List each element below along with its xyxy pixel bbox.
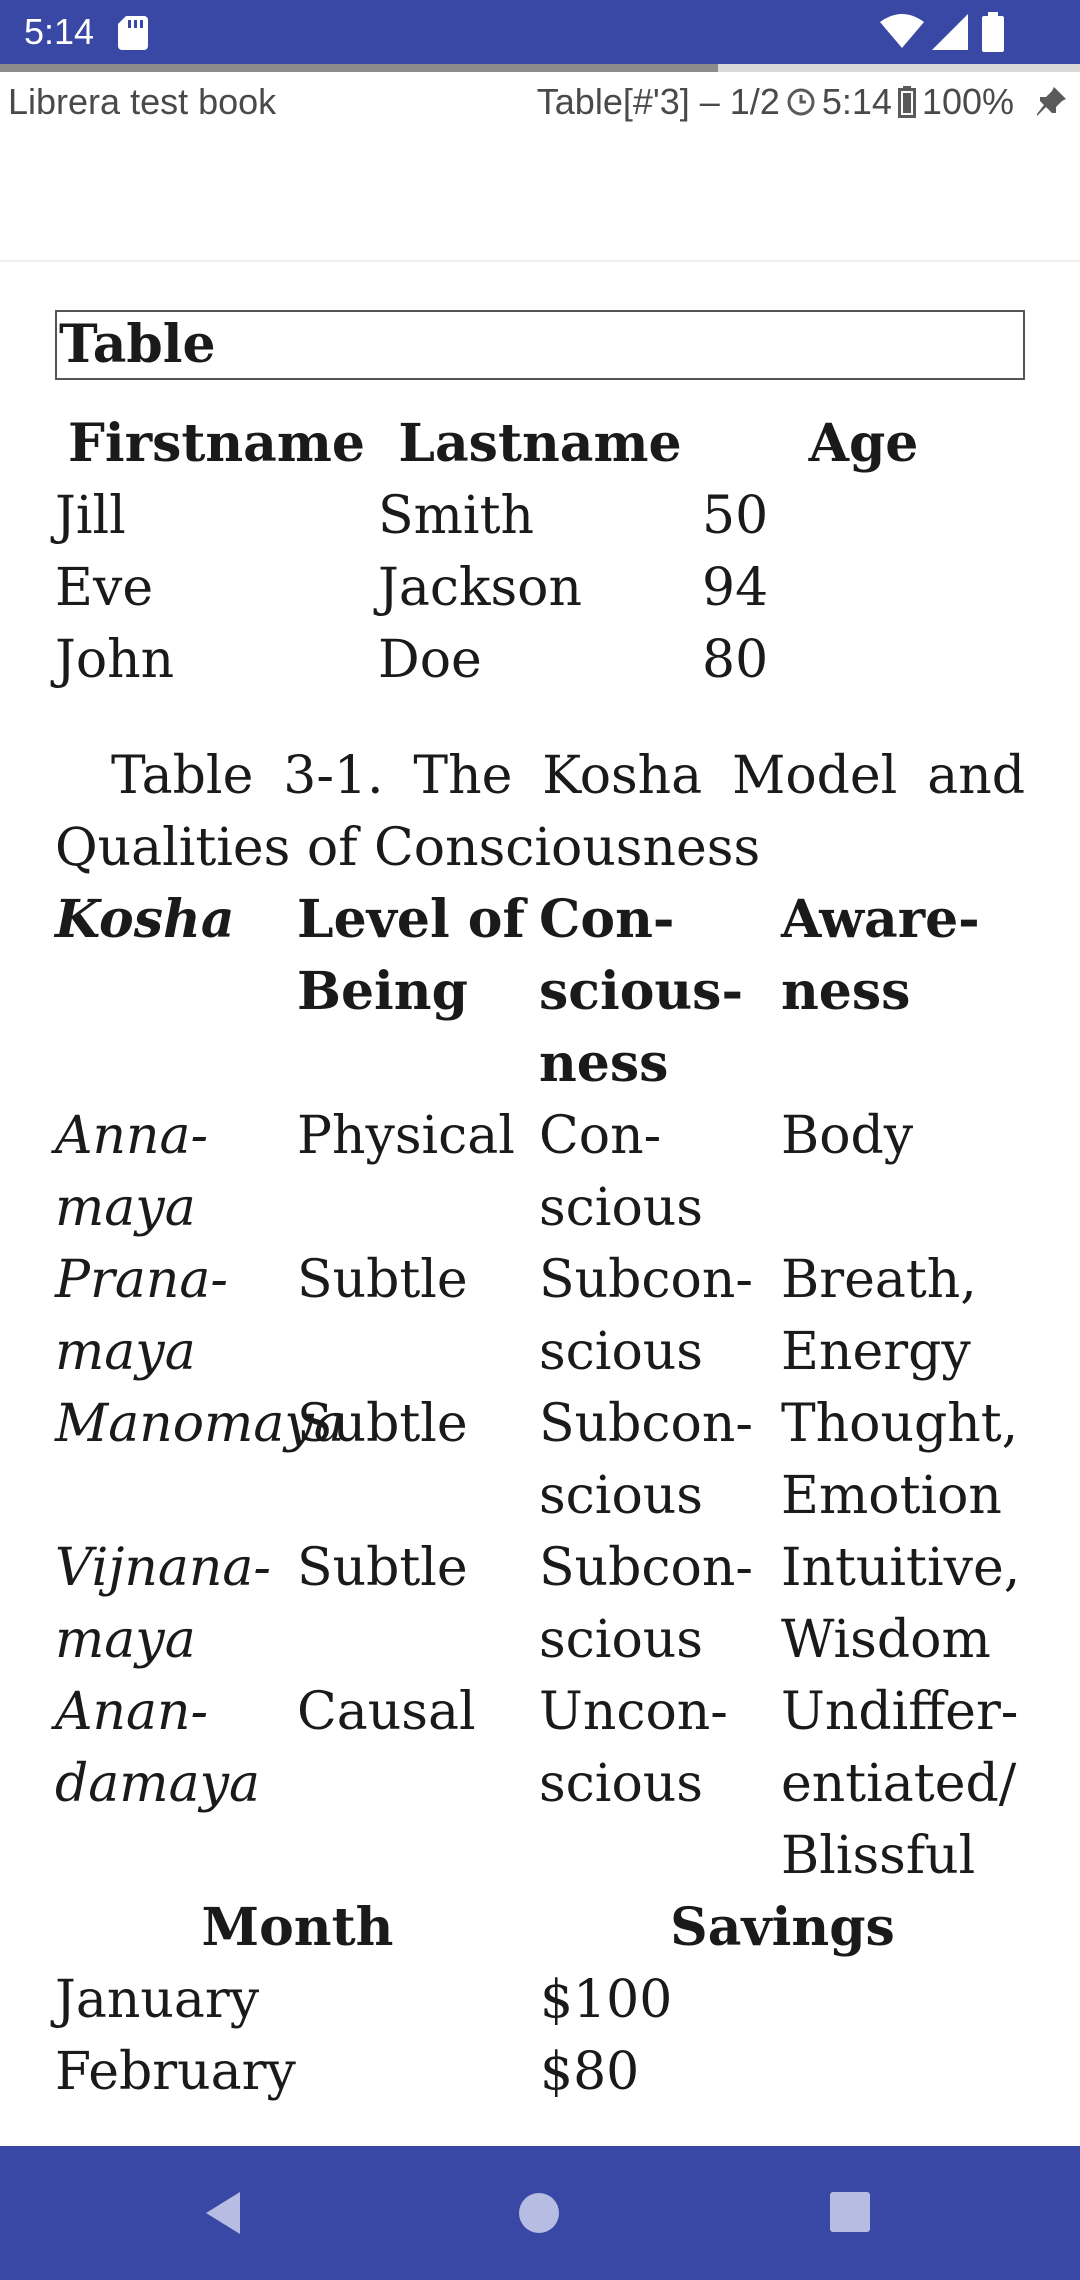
chapter-info: Table[#'3] – 1/2 (536, 81, 780, 122)
kosha-table (55, 884, 1025, 1892)
table-row (55, 624, 1025, 696)
recents-icon[interactable] (828, 2190, 872, 2234)
cell-signal-icon (932, 14, 968, 50)
cell-savings: $80 (540, 2042, 640, 2102)
table-row (55, 480, 1025, 552)
cell-kosha: Prana- maya (55, 1250, 228, 1382)
cell-awareness: Intuitive, Wisdom (781, 1538, 1021, 1670)
sd-card-icon (118, 16, 148, 50)
table-row (55, 552, 1025, 624)
cell-level: Subtle (297, 1538, 468, 1598)
table1-caption: Table (55, 310, 1025, 380)
cell-level: Causal (297, 1682, 476, 1742)
table-row (55, 1100, 1025, 1244)
table-row (55, 1532, 1025, 1676)
header-consciousness: Con- scious- ness (539, 889, 744, 1094)
cell-level: Subtle (297, 1394, 468, 1454)
book-content[interactable] (55, 310, 1025, 2108)
table-row (55, 2036, 1025, 2108)
table-header-row (55, 1892, 1025, 1964)
table-header-row (55, 408, 1025, 480)
back-icon[interactable] (200, 2188, 250, 2238)
header-month: Month (201, 1897, 394, 1958)
header-age: Age (808, 413, 919, 474)
battery-outline-icon (898, 86, 916, 118)
people-table (55, 408, 1025, 696)
header-savings: Savings (670, 1897, 895, 1958)
cell-consciousness: Subcon- scious (539, 1250, 753, 1382)
wifi-icon (880, 14, 924, 50)
cell-firstname: Eve (55, 558, 154, 618)
reader-clock: 5:14 (821, 81, 892, 122)
cell-lastname: Jackson (378, 558, 582, 618)
header-lastname: Lastname (398, 413, 682, 474)
header-awareness: Aware- ness (781, 889, 980, 1022)
reading-progress-bar (0, 64, 1080, 72)
cell-consciousness: Uncon- scious (539, 1682, 728, 1814)
cell-consciousness: Subcon- scious (539, 1394, 753, 1526)
battery-icon (982, 12, 1004, 52)
reader-battery: 100% (921, 81, 1014, 122)
home-icon[interactable] (516, 2190, 562, 2236)
header-divider (0, 260, 1080, 262)
cell-kosha: Anna- maya (55, 1106, 209, 1238)
table-row (55, 1676, 1025, 1892)
cell-firstname: John (55, 630, 175, 690)
cell-kosha: Anan- damaya (55, 1682, 260, 1814)
cell-awareness: Breath, Energy (781, 1250, 977, 1382)
navigation-bar (0, 2146, 1080, 2280)
table-row (55, 1388, 1025, 1532)
savings-table (55, 1892, 1025, 2108)
cell-consciousness: Con- scious (539, 1106, 703, 1238)
header-firstname: Firstname (68, 413, 365, 474)
reader-header[interactable] (0, 72, 1080, 132)
clock-icon (786, 87, 816, 117)
cell-awareness: Undiffer- entiated/ Blissful (781, 1682, 1019, 1886)
cell-month: February (55, 2042, 296, 2102)
header-level: Level of Being (297, 889, 525, 1022)
cell-awareness: Thought, Emotion (781, 1394, 1019, 1526)
cell-age: 80 (702, 630, 769, 690)
cell-level: Physical (297, 1106, 515, 1166)
cell-month: January (55, 1970, 260, 2030)
table-row (55, 1244, 1025, 1388)
cell-savings: $100 (540, 1970, 673, 2030)
status-time: 5:14 (24, 11, 95, 52)
cell-kosha: Manomaya (55, 1394, 345, 1454)
cell-lastname: Doe (378, 630, 482, 690)
table-row (55, 1964, 1025, 2036)
cell-lastname: Smith (378, 486, 534, 546)
book-title: Librera test book (8, 81, 277, 122)
cell-age: 50 (702, 486, 769, 546)
cell-level: Subtle (297, 1250, 468, 1310)
cell-consciousness: Subcon- scious (539, 1538, 753, 1670)
cell-firstname: Jill (55, 486, 126, 546)
header-info (537, 80, 1068, 124)
pin-icon[interactable] (1034, 85, 1068, 119)
kosha-table-caption: Table 3-1. The Kosha Model and Qualities of Consciousness (55, 746, 1025, 878)
table-header-row (55, 884, 1025, 1100)
reading-progress-fill (0, 64, 718, 72)
cell-kosha: Vijnana- maya (55, 1538, 271, 1670)
cell-awareness: Body (781, 1106, 914, 1166)
cell-age: 94 (702, 558, 769, 618)
header-kosha: Kosha (55, 889, 235, 950)
status-bar (0, 0, 1080, 64)
